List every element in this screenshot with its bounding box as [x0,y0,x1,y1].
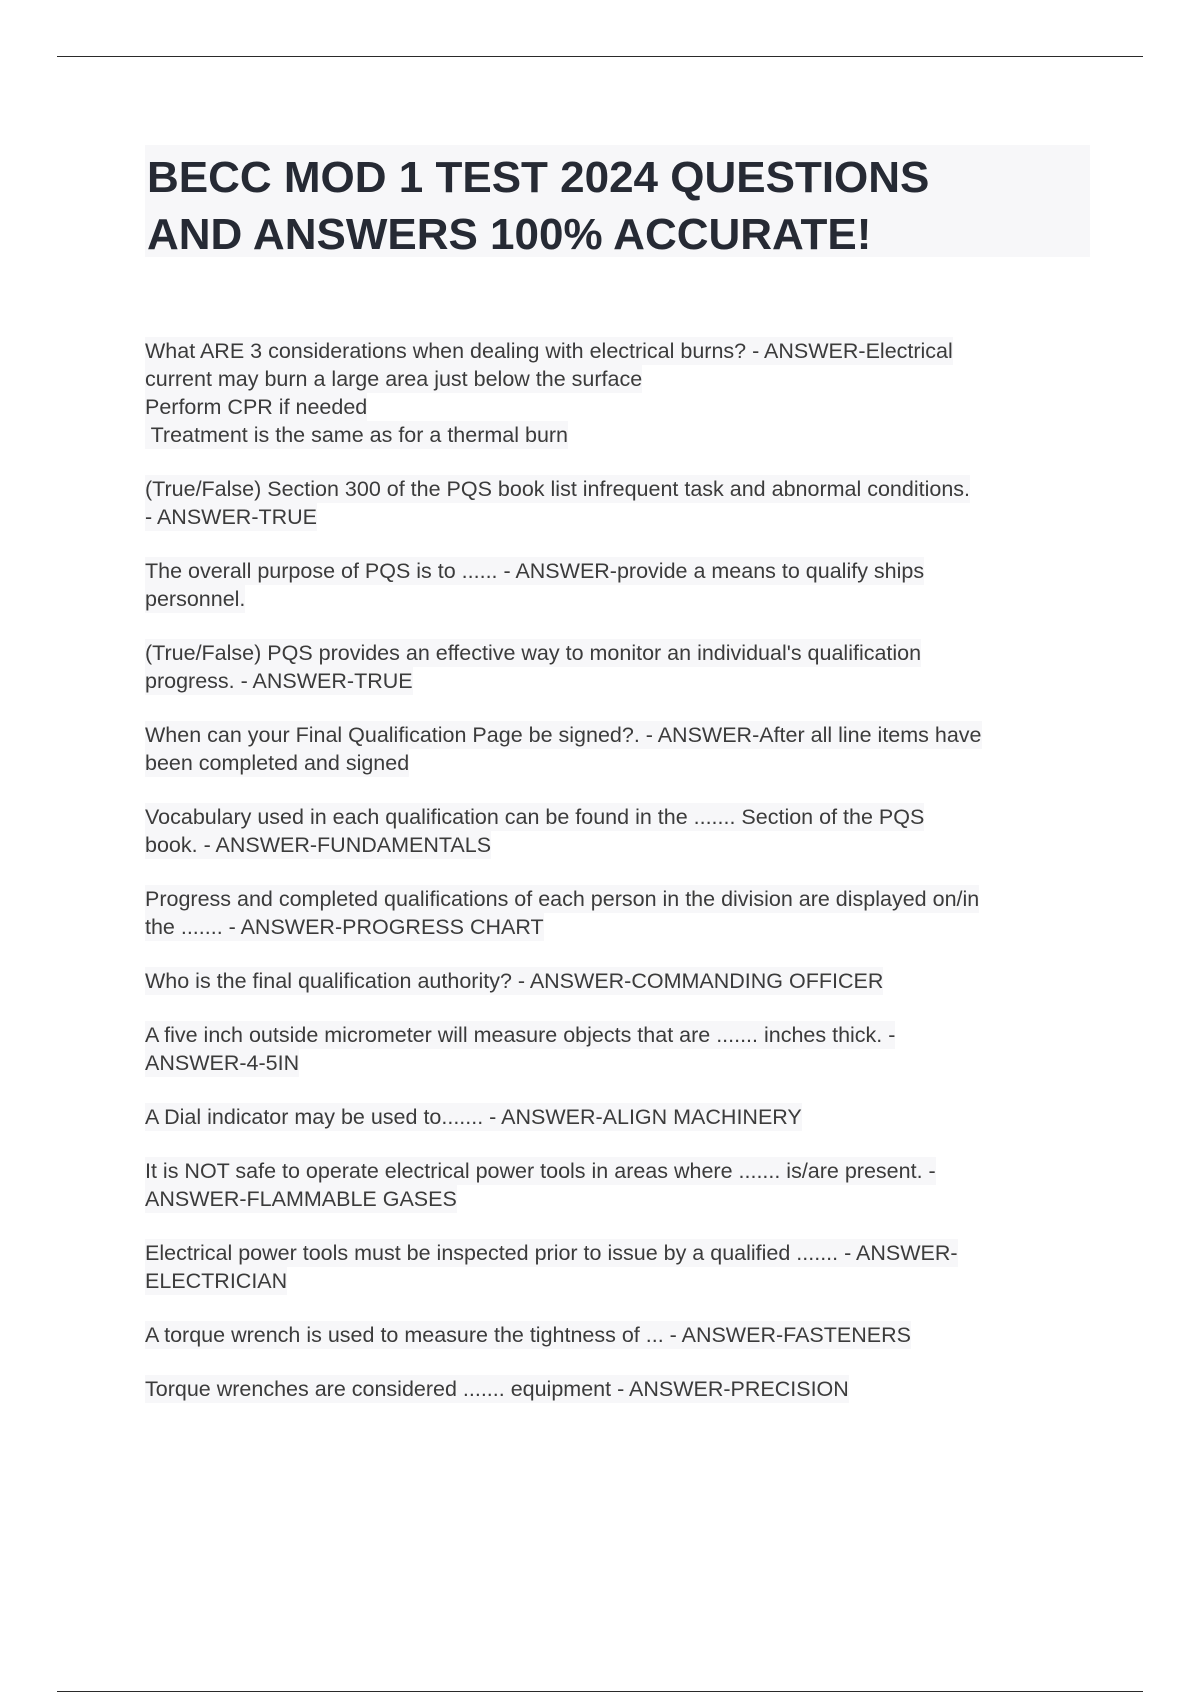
qa-item [145,337,1095,449]
qa-item [145,1321,1095,1349]
qa-item [145,639,1095,695]
qa-line: A five inch outside micrometer will measure objects that are ....... inches thick. - [145,1023,896,1047]
qa-item [145,885,1095,941]
top-divider [57,56,1143,57]
qa-line: (True/False) PQS provides an effective way to monitor an individual's qualification [145,641,922,665]
qa-line: the ....... - ANSWER-PROGRESS CHART [145,915,544,939]
title-line: BECC MOD 1 TEST 2024 QUESTIONS [147,153,930,202]
qa-line: Who is the final qualification authority? - ANSWER-COMMANDING OFFICER [145,969,884,993]
qa-item [145,1239,1095,1295]
qa-item [145,1103,1095,1131]
qa-line: - ANSWER-TRUE [145,505,317,529]
qa-line: A Dial indicator may be used to....... - ANSWER-ALIGN MACHINERY [145,1105,802,1129]
qa-line: current may burn a large area just below the surface [145,367,643,391]
bottom-divider [57,1691,1143,1692]
qa-line: (True/False) Section 300 of the PQS book list infrequent task and abnormal conditions. [145,477,971,501]
qa-item [145,803,1095,859]
qa-line: When can your Final Qualification Page be signed?. - ANSWER-After all line items have [145,723,982,747]
qa-line: book. - ANSWER-FUNDAMENTALS [145,833,492,857]
qa-line: ELECTRICIAN [145,1269,288,1293]
title-line: AND ANSWERS 100% ACCURATE! [147,210,872,259]
qa-line: personnel. [145,587,246,611]
title-block [145,145,1090,257]
qa-item [145,721,1095,777]
qa-line: Torque wrenches are considered ....... equipment - ANSWER-PRECISION [145,1377,849,1401]
qa-line: Treatment is the same as for a thermal burn [145,423,569,447]
qa-list [145,337,1095,1429]
qa-line: been completed and signed [145,751,410,775]
qa-item [145,1375,1095,1403]
qa-line: Progress and completed qualifications of each person in the division are displayed on/in [145,887,980,911]
qa-line: Electrical power tools must be inspected prior to issue by a qualified ....... - ANSWER- [145,1241,958,1265]
qa-line: Vocabulary used in each qualification can be found in the ....... Section of the PQS [145,805,925,829]
qa-line: A torque wrench is used to measure the tightness of ... - ANSWER-FASTENERS [145,1323,911,1347]
qa-item [145,557,1095,613]
qa-item [145,1021,1095,1077]
qa-line: ANSWER-4-5IN [145,1051,300,1075]
qa-line: It is NOT safe to operate electrical power tools in areas where ....... is/are present. - [145,1159,936,1183]
qa-line: ANSWER-FLAMMABLE GASES [145,1187,457,1211]
document-title [145,145,1090,263]
qa-line: Perform CPR if needed [145,395,368,419]
qa-line: progress. - ANSWER-TRUE [145,669,413,693]
qa-item [145,967,1095,995]
qa-line: What ARE 3 considerations when dealing with electrical burns? - ANSWER-Electrical [145,339,953,363]
qa-item [145,475,1095,531]
qa-item [145,1157,1095,1213]
qa-line: The overall purpose of PQS is to ...... - ANSWER-provide a means to qualify ships [145,559,925,583]
